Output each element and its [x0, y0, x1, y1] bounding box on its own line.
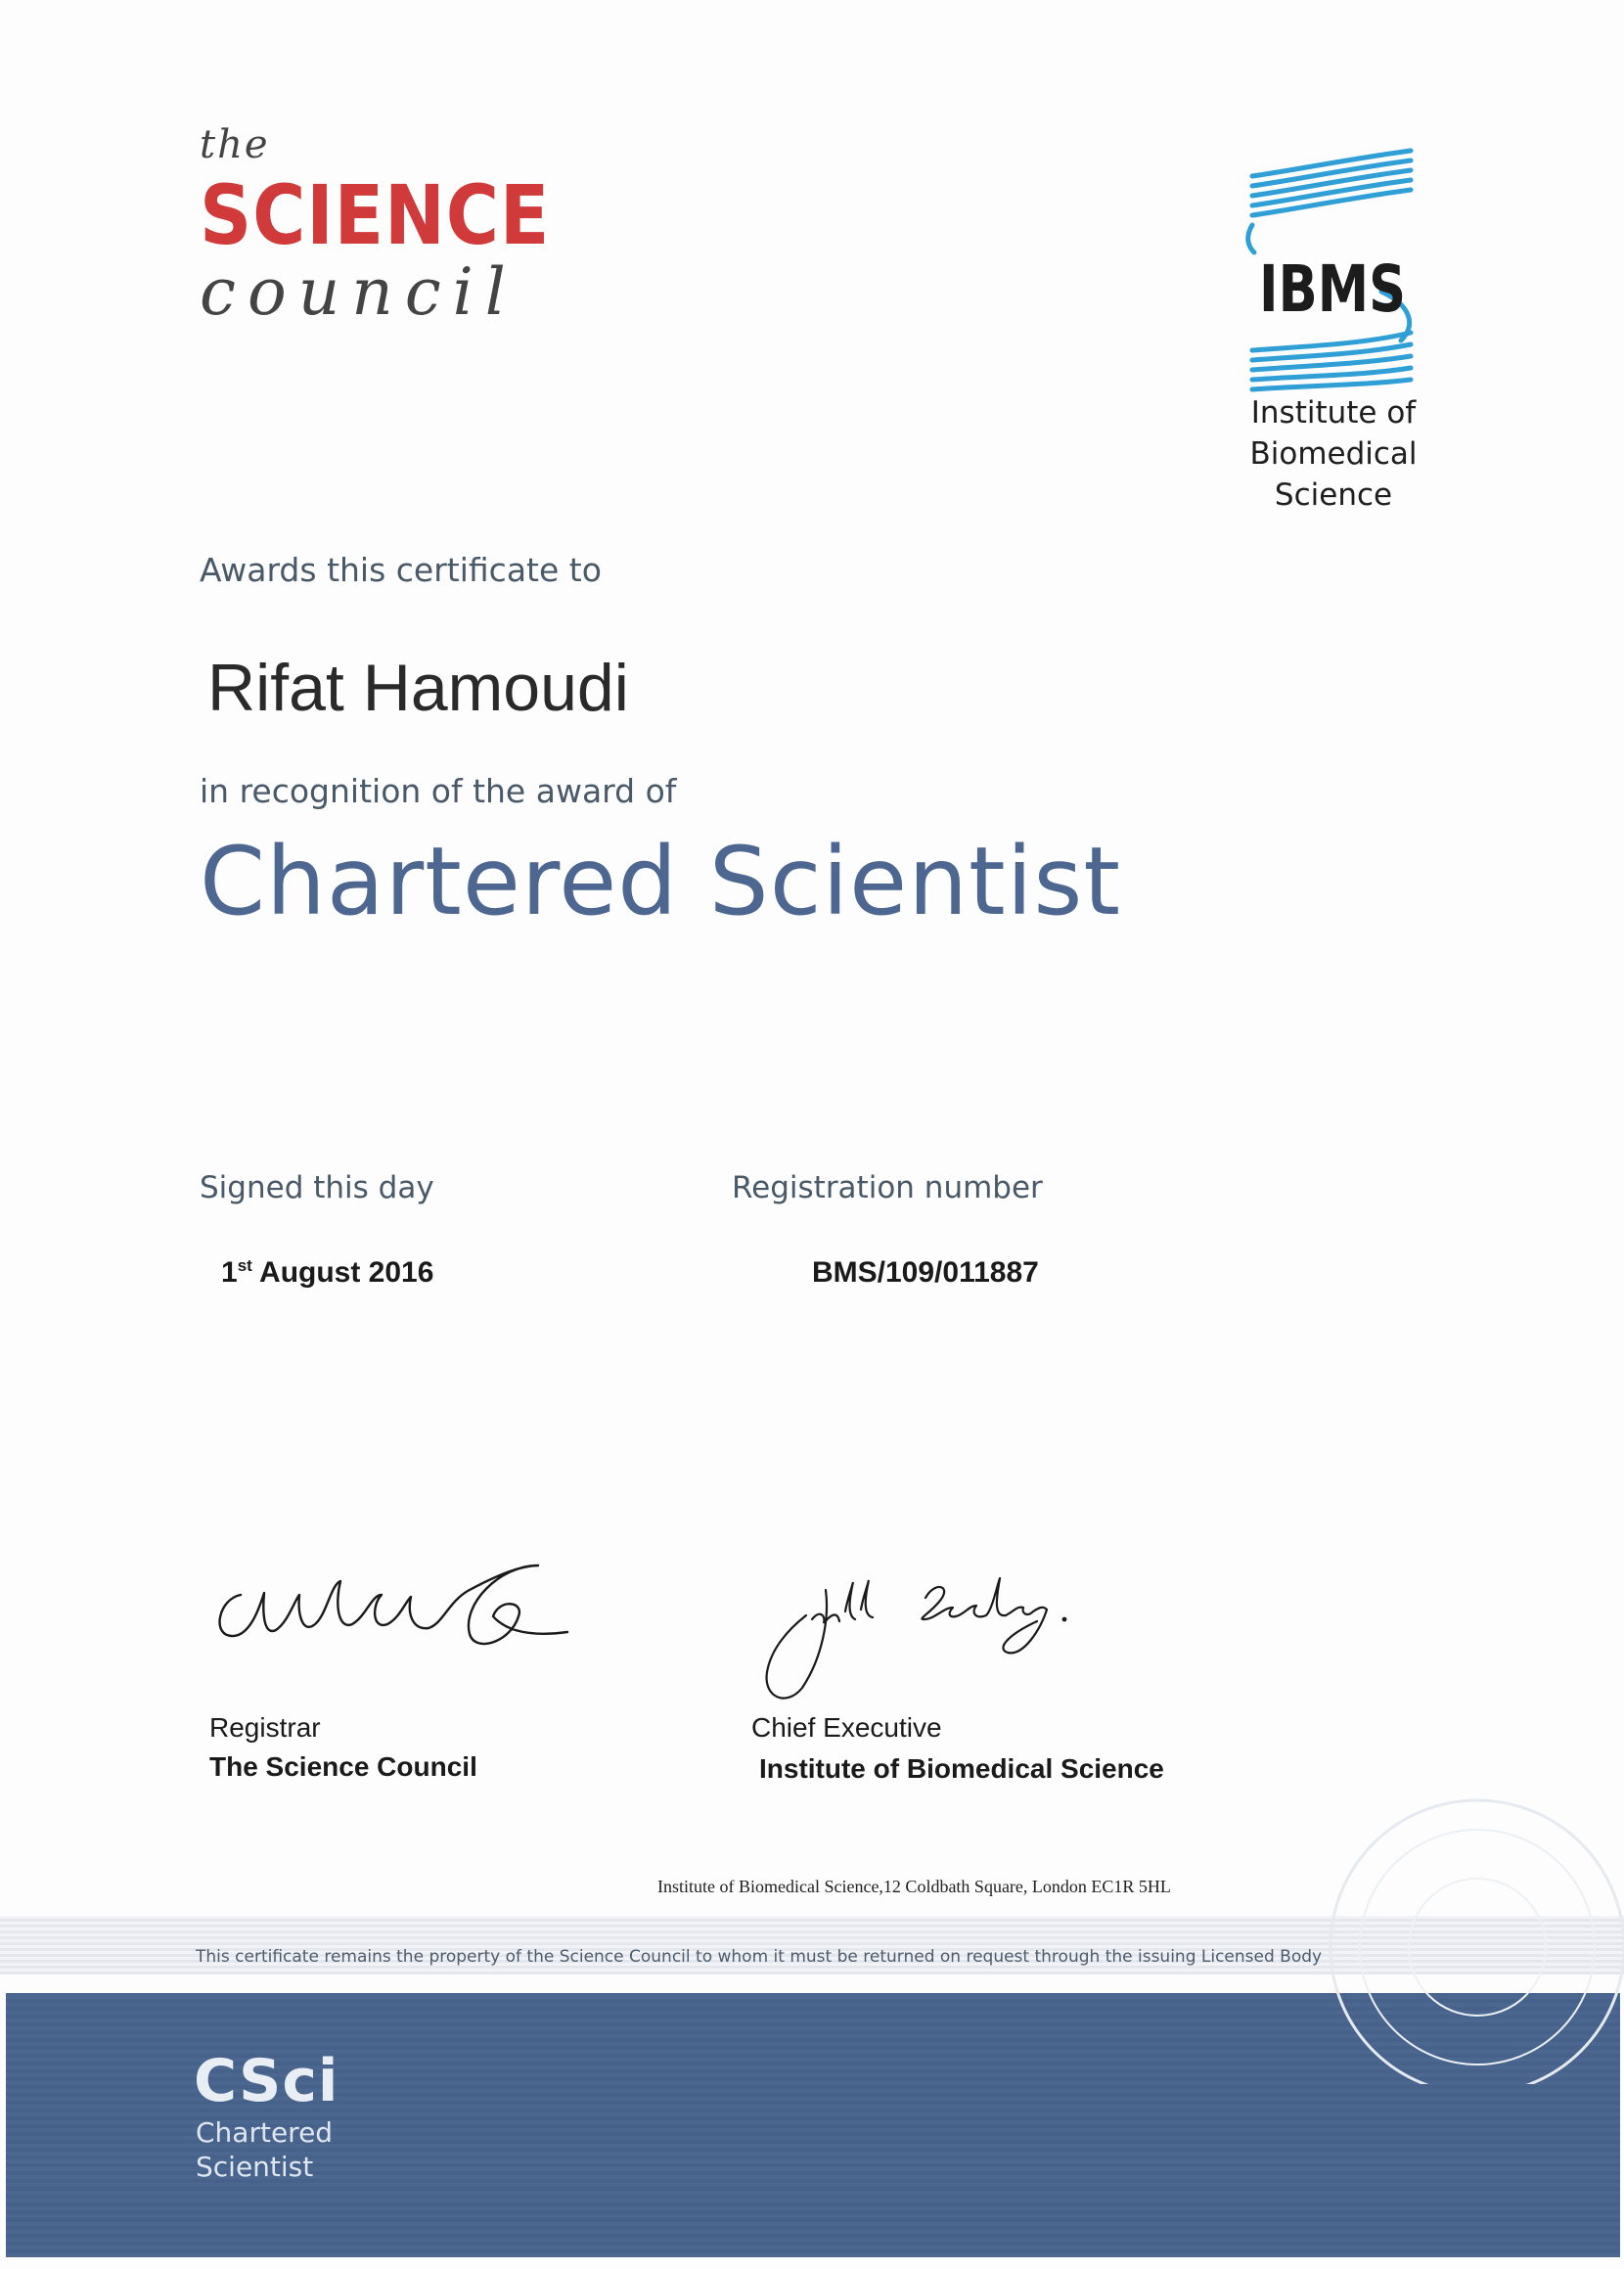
- date-suffix: st: [237, 1256, 252, 1275]
- recipient-name: Rifat Hamoudi: [207, 651, 629, 725]
- registration-number: BMS/109/011887: [812, 1256, 1039, 1289]
- csci-line2: Scientist: [196, 2151, 314, 2184]
- recognition-text: in recognition of the award of: [200, 772, 677, 810]
- date-day: 1: [221, 1256, 238, 1289]
- registrar-signature: [205, 1526, 587, 1654]
- ibms-abbr: IBMS: [1259, 251, 1406, 327]
- ibms-name-line2: Biomedical: [1249, 435, 1418, 472]
- logo-science: SCIENCE: [200, 167, 551, 263]
- awards-text: Awards this certificate to: [200, 551, 602, 589]
- registration-label: Registration number: [732, 1170, 1043, 1205]
- chief-executive-org: Institute of Biomedical Science: [759, 1753, 1164, 1784]
- ibms-name-line3: Science: [1274, 476, 1393, 513]
- registrar-org: The Science Council: [209, 1751, 477, 1782]
- chief-executive-signature: [744, 1551, 1115, 1717]
- logo-the: the: [200, 122, 270, 167]
- csci-name: [196, 2115, 333, 2185]
- science-council-logo: [200, 122, 552, 330]
- property-notice: This certificate remains the property of the Science Council to whom it must be returned on request through the issuing Licensed Body: [196, 1947, 1323, 1967]
- csci-abbr: CSci: [194, 2047, 339, 2115]
- signed-label: Signed this day: [200, 1170, 434, 1205]
- ibms-name-line1: Institute of: [1250, 395, 1417, 431]
- ibms-address: Institute of Biomedical Science,12 Coldbath Square, London EC1R 5HL: [657, 1877, 1171, 1896]
- logo-council: council: [200, 254, 518, 330]
- registrar-role: Registrar: [209, 1712, 321, 1743]
- signed-date: [221, 1256, 433, 1290]
- embossed-seal-icon: [1223, 1761, 1624, 2084]
- date-rest: August 2016: [251, 1256, 434, 1289]
- csci-line1: Chartered: [196, 2116, 334, 2149]
- ibms-name: [1241, 393, 1426, 517]
- chief-executive-role: Chief Executive: [751, 1712, 942, 1743]
- award-title: Chartered Scientist: [200, 827, 1122, 936]
